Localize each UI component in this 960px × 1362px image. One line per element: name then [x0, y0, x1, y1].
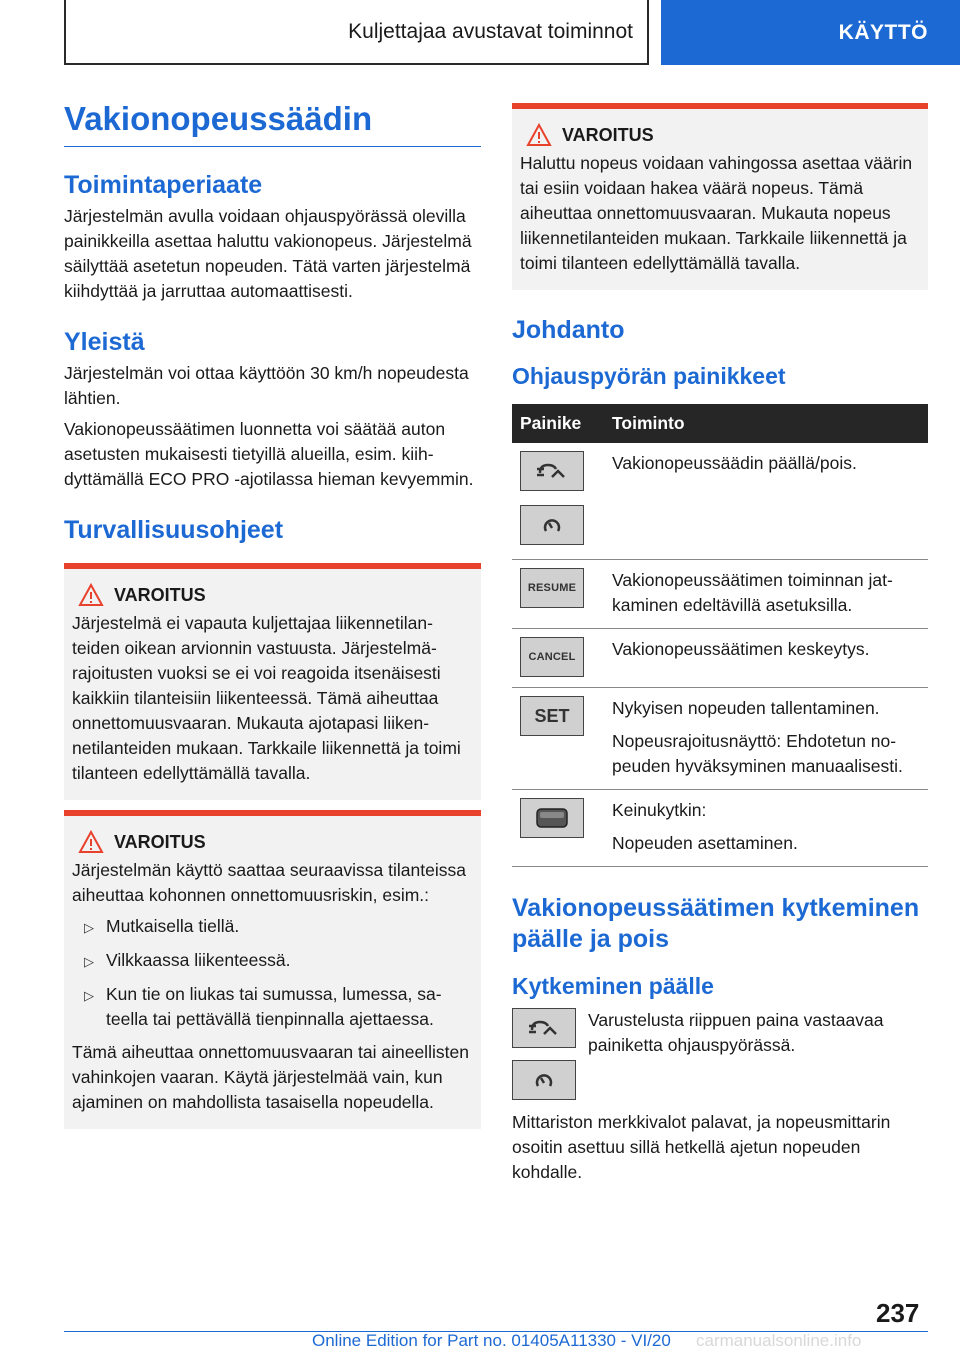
text-general-1: Järjestelmän voi ottaa käyttöön 30 km/h nopeudesta lähtien. [64, 363, 469, 408]
table-header-row [512, 404, 928, 443]
warning-outro: Tämä aiheuttaa onnettomuusvaaran tai aineellisten vahinkojen vaaran. Käytä järjestelmää vain, kun ajaminen on mahdollista tasaisella nopeudella. [72, 1042, 469, 1112]
function-cell: Keinukytkin: Nopeuden asettaminen. [604, 790, 928, 867]
page-number: 237 [876, 1298, 920, 1328]
function-cell: Nykyisen nopeuden tallentaminen. Nopeusrajoitusnäyttö: Ehdotetun nopeuden hyväksyminen manuaalisesti. [604, 688, 928, 790]
header-chapter [661, 0, 960, 65]
rocker-switch-icon [520, 798, 584, 838]
text-switch-on: Varustelusta riippuen paina vastaavaa painiketta ohjauspyörässä. [588, 1010, 884, 1055]
warning-text: Järjestelmä ei vapauta kuljettajaa liikennetilanteiden oikean arvionnin vastuusta. Järjestelmärajoitusten vuoksi se ei voi reagoida itsenäisesti kaikkiin tilanteisiin liikenteessä. Tämä aiheuttaa onnettomuusvaaran. Mukauta ajotapasi liikennetilanteiden mukaan. Tarkkaile liikennettä ja toimi tilanteen edellyttämällä tavalla. [72, 613, 461, 783]
warning-triangle-icon [78, 830, 104, 854]
text-general-2: Vakionopeussäätimen luonnetta voi säätää auton asetusten mukaisesti tietyillä alueilla, esim. kiihdyttämällä ECO PRO -ajotilassa hieman kevyemmin. [64, 419, 474, 489]
speedometer-button-icon [512, 1060, 576, 1100]
text-principle: Järjestelmän avulla voidaan ohjauspyörässä olevilla painikkeilla asettaa haluttu vakionopeus. Järjestelmä säilyttää asetetun nopeuden. Tätä varten järjestelmä kiihdyttää ja jarruttaa automaattisesti. [64, 206, 472, 301]
warning-title [72, 830, 473, 854]
warning-box-2 [64, 810, 481, 1129]
header-section [64, 0, 649, 65]
warning-title [72, 583, 473, 607]
header-section-title: Kuljettajaa avustavat toiminnot [348, 19, 633, 43]
list-item: ▷ Mutkaisella tiellä. [72, 914, 473, 940]
warning-box-1 [64, 563, 481, 800]
list-item: ▷ Vilkkaassa liikenteessä. [72, 948, 473, 974]
switch-on-row [512, 1008, 928, 1100]
header-chapter-title: KÄYTTÖ [838, 20, 928, 44]
buttons-table [512, 404, 928, 867]
right-column [512, 103, 928, 1191]
function-cell: Vakionopeussäätimen toiminnan jatkaminen edeltävillä asetuksilla. [604, 560, 928, 629]
heading-general: Yleistä [64, 328, 145, 356]
warning-list [72, 914, 473, 1032]
warning-label: VAROITUS [114, 584, 206, 605]
left-column [64, 100, 481, 1129]
function-cell: Vakionopeussäätimen keskeytys. [604, 629, 928, 688]
function-cell: Vakionopeussäädin päällä/pois. [604, 443, 928, 560]
resume-button-icon: RESUME [520, 568, 584, 608]
cruise-control-button-icon [512, 1008, 576, 1048]
warning-text: Järjestelmän käyttö saattaa seuraavissa tilanteissa aiheuttaa kohonnen onnettomuusriskin, esim.: [72, 860, 466, 905]
footer-edition: Online Edition for Part no. 01405A11330 - VI/20 [312, 1331, 671, 1350]
heading-safety: Turvallisuusohjeet [64, 516, 284, 544]
warning-label: VAROITUS [114, 831, 206, 852]
table-row [512, 443, 928, 560]
table-row [512, 688, 928, 790]
warning-triangle-icon [78, 583, 104, 607]
warning-text: Haluttu nopeus voidaan vahingossa asettaa väärin tai esiin voidaan hakea väärä nopeus. Tämä aiheuttaa onnettomuusvaaran. Mukauta nopeus liikennetilanteiden mukaan. Tarkkaile liikennettä ja toimi tilanteen edellyttämällä tavalla. [520, 153, 913, 273]
warning-title [520, 123, 920, 147]
set-button-icon: SET [520, 696, 584, 736]
triangle-bullet-icon: ▷ [84, 954, 94, 969]
triangle-bullet-icon: ▷ [84, 988, 94, 1003]
warning-label: VAROITUS [562, 124, 654, 145]
heading-switch: Vakionopeussäätimen kytkeminen päälle ja pois [512, 894, 920, 953]
cancel-button-icon: CANCEL [520, 637, 584, 677]
heading-intro: Johdanto [512, 316, 625, 344]
heading-principle: Toimintaperiaate [64, 171, 263, 199]
cruise-control-button-icon [520, 451, 584, 491]
table-row [512, 560, 928, 629]
footer-watermark: carmanualsonline.info [696, 1331, 862, 1350]
triangle-bullet-icon: ▷ [84, 920, 94, 935]
warning-box-3 [512, 103, 928, 290]
page-title: Vakionopeussäädin [64, 100, 481, 147]
speedometer-button-icon [520, 505, 584, 545]
heading-switch-on: Kytkeminen päälle [512, 973, 714, 999]
column-header-button: Painike [512, 404, 604, 443]
table-row [512, 629, 928, 688]
column-header-function: Toiminto [604, 404, 928, 443]
table-row [512, 790, 928, 867]
warning-triangle-icon [526, 123, 552, 147]
text-lights: Mittariston merkkivalot palavat, ja nopeusmittarin osoitin asettuu sillä hetkellä ajetun nopeuden kohdalle. [512, 1112, 891, 1182]
heading-buttons: Ohjauspyörän painikkeet [512, 363, 786, 389]
list-item: ▷ Kun tie on liukas tai sumussa, lumessa, sateella tai pettävällä tienpinnalla ajettaessa. [72, 982, 473, 1032]
